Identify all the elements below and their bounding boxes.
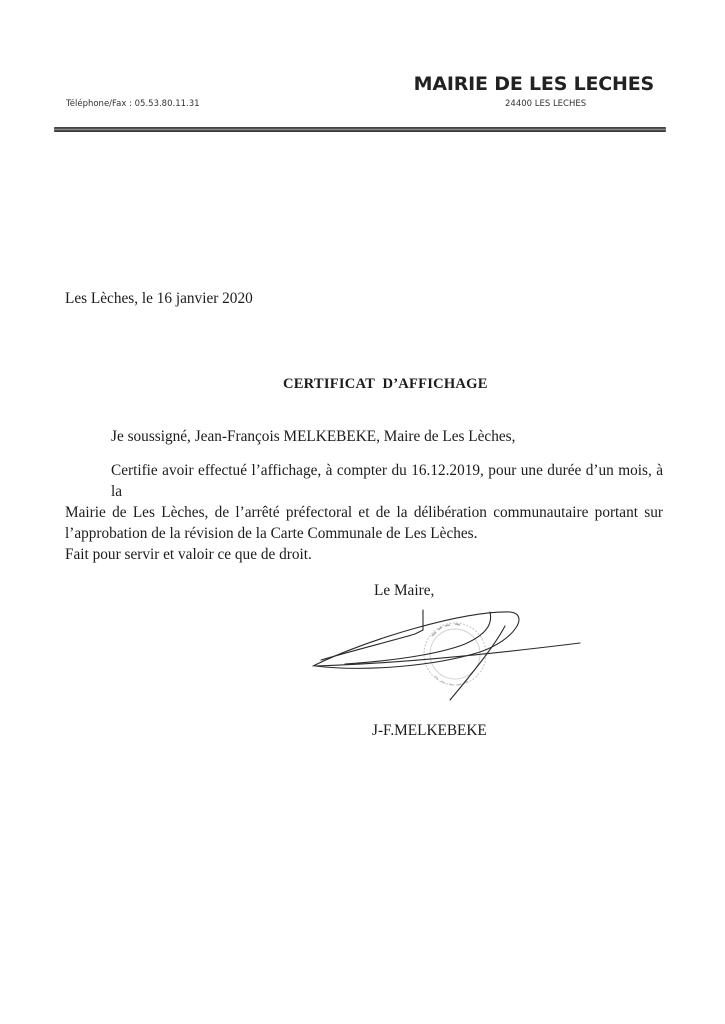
- phone-fax: Téléphone/Fax : 05.53.80.11.31: [66, 99, 200, 109]
- paragraph-line: l’approbation de la révision de la Carte Communale de Les Lèches.: [65, 525, 478, 542]
- signature-with-stamp: [305, 600, 585, 720]
- intro-line: Je soussigné, Jean-François MELKEBEKE, Maire de Les Lèches,: [111, 428, 516, 445]
- paragraph-line: Certifie avoir effectué l’affichage, à compter du 16.12.2019, pour une durée d’un mois, à la: [111, 462, 663, 500]
- organization-name: MAIRIE DE LES LECHES: [413, 73, 654, 95]
- official-stamp: [424, 623, 486, 685]
- paragraph-line: Mairie de Les Lèches, de l’arrêté préfectoral et de la délibération communautaire portant sur: [65, 504, 663, 521]
- document-title: CERTIFICAT D’AFFICHAGE: [283, 376, 488, 392]
- header-divider: [54, 127, 666, 132]
- date-line: Les Lèches, le 16 janvier 2020: [65, 290, 253, 307]
- signatory-name: J-F.MELKEBEKE: [372, 722, 487, 739]
- signature-ink: [313, 610, 580, 700]
- organization-address: 24400 LES LECHES: [505, 99, 587, 109]
- signatory-title: Le Maire,: [374, 582, 435, 599]
- certification-paragraph: [65, 460, 663, 544]
- closing-line: Fait pour servir et valoir ce que de droit.: [65, 546, 312, 563]
